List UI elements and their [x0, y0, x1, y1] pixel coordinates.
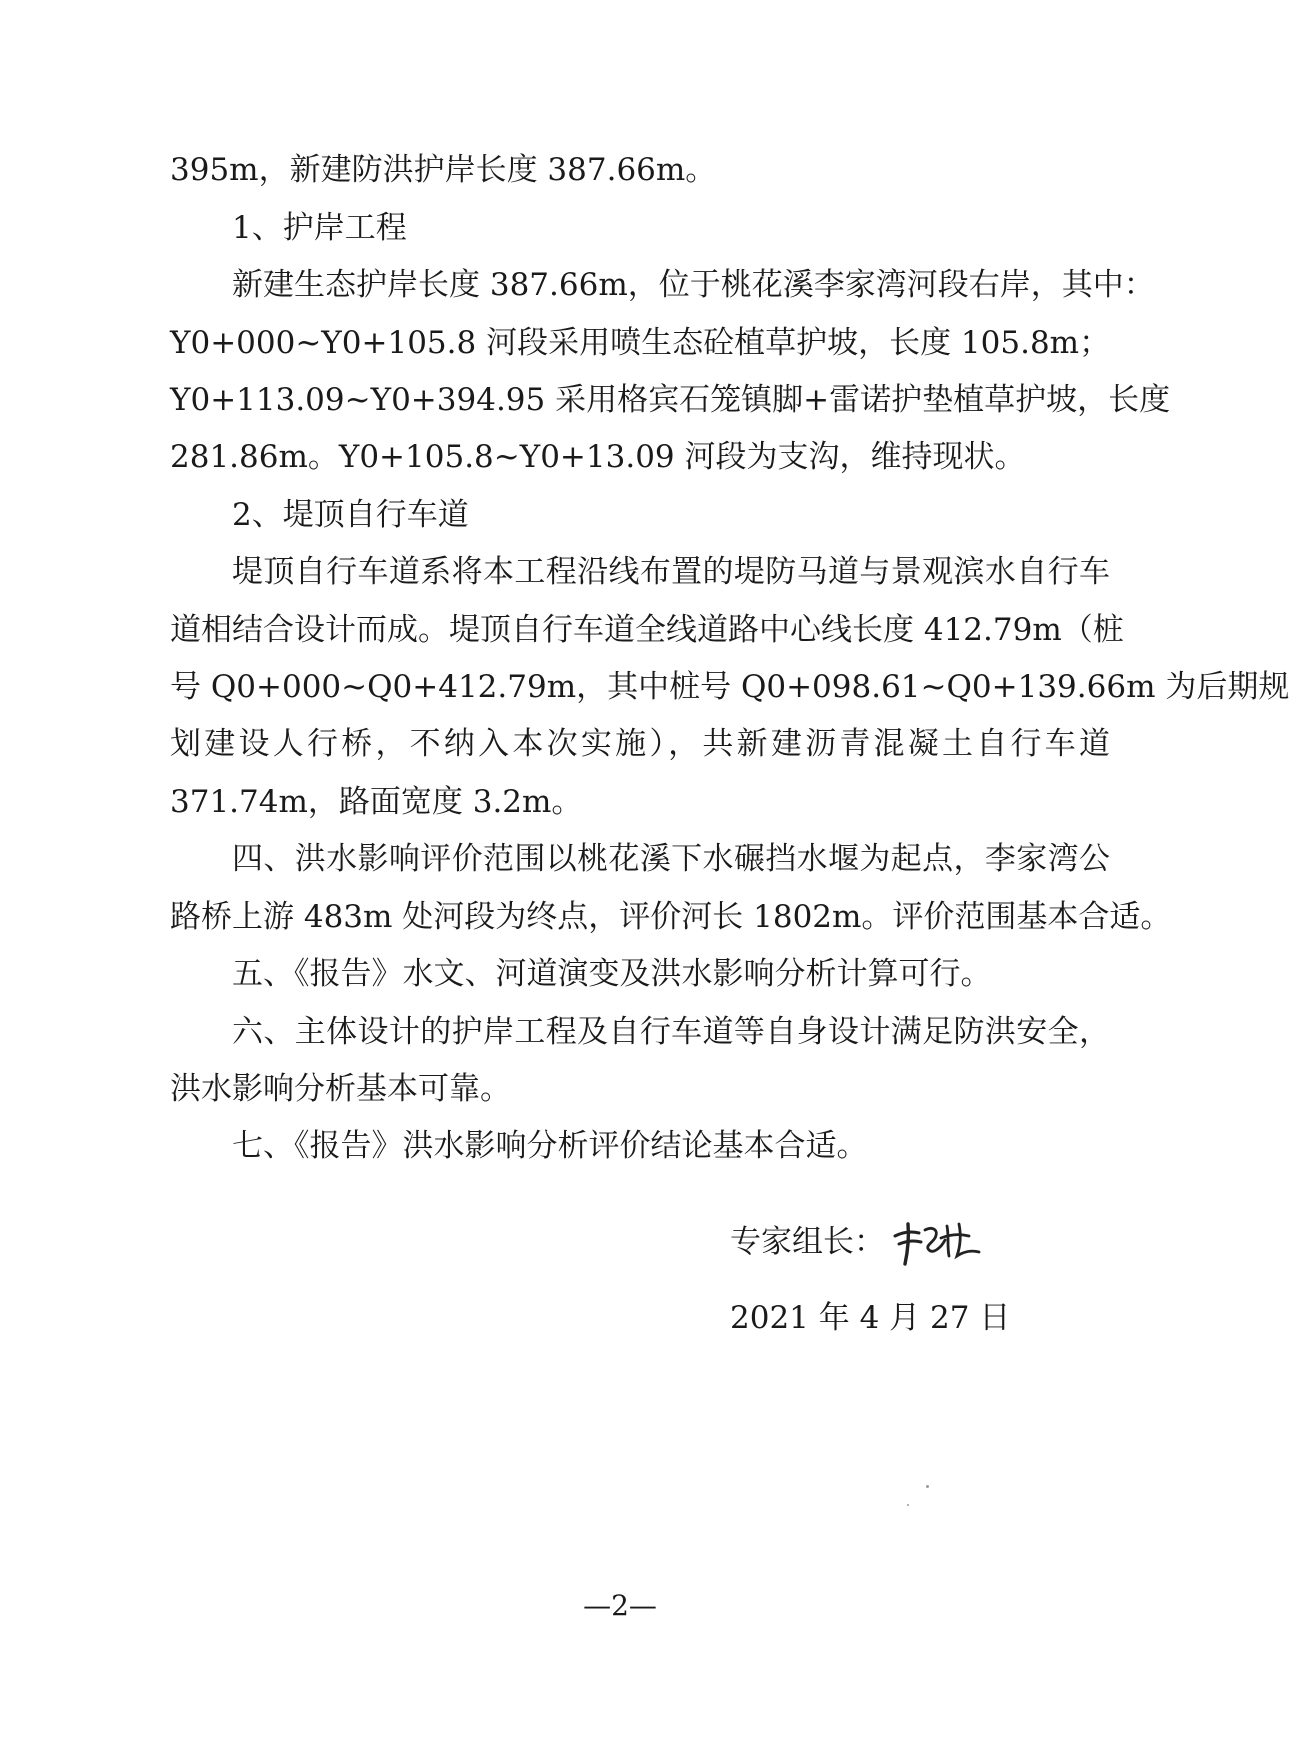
section-heading-bike-lane: 2、堤顶自行车道: [232, 497, 469, 533]
page-number: —2—: [583, 1589, 657, 1622]
paragraph-line: 395m，新建防洪护岸长度 387.66m。: [170, 152, 717, 188]
section-heading-revetment: 1、护岸工程: [232, 210, 407, 246]
paragraph-line: 七、《报告》洪水影响分析评价结论基本合适。: [232, 1128, 868, 1164]
paragraph-line: 新建生态护岸长度 387.66m，位于桃花溪李家湾河段右岸，其中：: [232, 267, 1155, 303]
paragraph-line: Y0+113.09~Y0+394.95 采用格宾石笼镇脚+雷诺护垫植草护坡，长度: [170, 382, 1171, 418]
document-date: 2021 年 4 月 27 日: [730, 1300, 1011, 1336]
paragraph-line: 划建设人行桥，不纳入本次实施），共新建沥青混凝土自行车道: [170, 726, 1110, 762]
paragraph-line: 洪水影响分析基本可靠。: [170, 1071, 511, 1107]
paragraph-line: 道相结合设计而成。堤顶自行车道全线道路中心线长度 412.79m（桩: [170, 612, 1124, 648]
paragraph-line: Y0+000~Y0+105.8 河段采用喷生态砼植草护坡，长度 105.8m；: [170, 325, 1111, 361]
paragraph-line: 五、《报告》水文、河道演变及洪水影响分析计算可行。: [232, 956, 992, 992]
paragraph-line: 路桥上游 483m 处河段为终点，评价河长 1802m。评价范围基本合适。: [170, 899, 1172, 935]
paragraph-line: 六、主体设计的护岸工程及自行车道等自身设计满足防洪安全，: [232, 1014, 1110, 1050]
paragraph-line: 号 Q0+000~Q0+412.79m，其中桩号 Q0+098.61~Q0+139.66m 为后期规: [170, 669, 1289, 705]
paragraph-line: 281.86m。Y0+105.8~Y0+13.09 河段为支沟，维持现状。: [170, 439, 1026, 475]
signer-label: 专家组长：: [730, 1224, 885, 1260]
scan-speck: [926, 1485, 929, 1488]
paragraph-line: 371.74m，路面宽度 3.2m。: [170, 784, 583, 820]
paragraph-line: 四、洪水影响评价范围以桃花溪下水碾挡水堰为起点，李家湾公: [232, 841, 1110, 877]
handwritten-signature-icon: [889, 1216, 984, 1268]
signature-block: [730, 1222, 984, 1262]
paragraph-line: 堤顶自行车道系将本工程沿线布置的堤防马道与景观滨水自行车: [232, 554, 1110, 590]
scan-speck: [907, 1504, 909, 1506]
